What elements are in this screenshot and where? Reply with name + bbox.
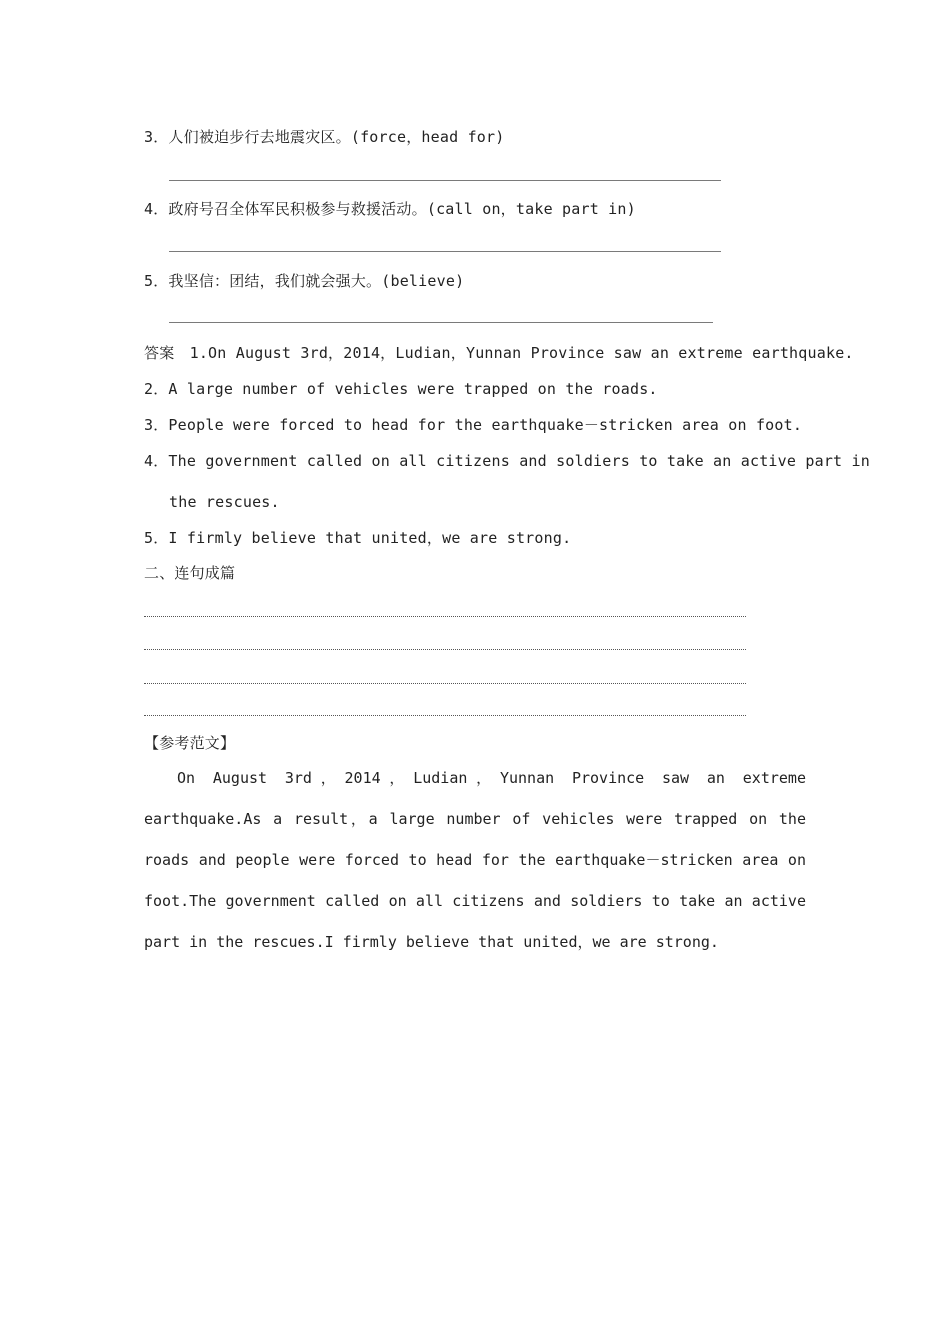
reference-essay-text: On August 3rd，2014，Ludian，Yunnan Province saw an extreme earthquake.As a result，a large number of vehicles were trapped on the roads and people were forced to head for the earthquake－stricken area on foot.The government called on all citizens and soldiers to take an active part in the rescues.I firmly believe that united，we are strong.	[144, 769, 806, 951]
answer-1: 答案 1.On August 3rd，2014，Ludian，Yunnan Province saw an extreme earthquake.	[144, 344, 854, 362]
writing-line-3	[144, 683, 746, 684]
writing-line-2	[144, 649, 746, 650]
answer-4-line-1: 4．The government called on all citizens and soldiers to take an active part in	[144, 452, 870, 470]
writing-line-4	[144, 715, 746, 716]
question-4: 4．政府号召全体军民积极参与救援活动。(call on，take part in)	[144, 200, 636, 218]
answer-blank-line-5	[169, 322, 713, 323]
reference-heading: 【参考范文】	[144, 734, 236, 752]
answer-blank-line-3	[169, 180, 721, 181]
answer-2: 2．A large number of vehicles were trapped on the roads.	[144, 380, 658, 398]
answer-blank-line-4	[169, 251, 721, 252]
question-5: 5．我坚信：团结，我们就会强大。(believe)	[144, 272, 465, 290]
reference-essay	[144, 758, 806, 963]
answer-4-line-2: the rescues.	[169, 493, 280, 511]
answer-3: 3．People were forced to head for the earthquake－stricken area on foot.	[144, 416, 803, 434]
question-3: 3．人们被迫步行去地震灾区。(force，head for)	[144, 128, 505, 146]
writing-line-1	[144, 616, 746, 617]
section-2-heading: 二、连句成篇	[144, 564, 236, 582]
answer-5: 5．I firmly believe that united，we are strong.	[144, 529, 572, 547]
